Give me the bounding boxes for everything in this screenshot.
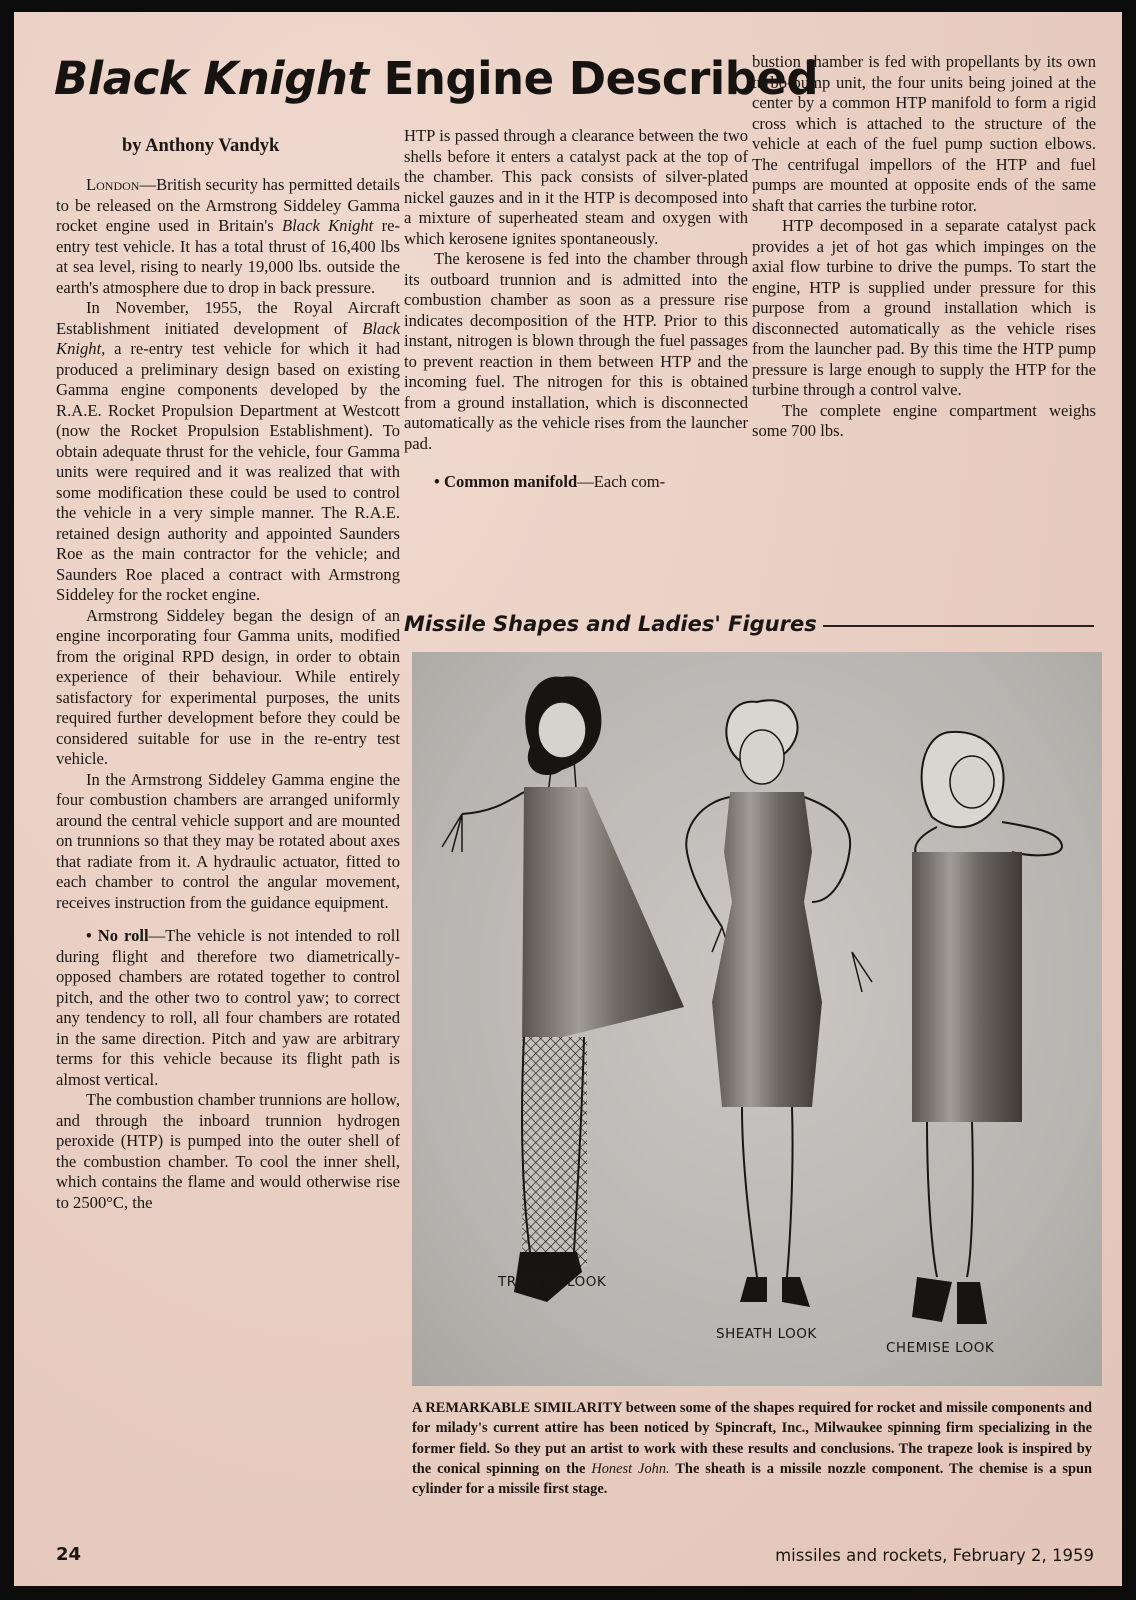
paragraph bbox=[56, 298, 400, 606]
page-number: 24 bbox=[56, 1544, 82, 1565]
text-run: —British security has permitted details to be released on the Armstrong Siddeley Gamma rocket engine used in Britain's bbox=[56, 175, 400, 235]
text-run: —Each com- bbox=[577, 472, 666, 491]
trapeze-figure bbox=[442, 676, 684, 1302]
paragraph: The complete engine compartment weighs some 700 lbs. bbox=[752, 400, 1096, 440]
caption-italic: Honest John. bbox=[591, 1460, 670, 1477]
dateline: London bbox=[86, 175, 140, 194]
magazine-page bbox=[14, 12, 1122, 1586]
article-column-2 bbox=[404, 126, 748, 493]
sheath-figure bbox=[686, 700, 872, 1307]
text-run: In November, 1955, the Royal Aircraft Establishment initiated development of bbox=[56, 298, 400, 338]
illustration-photo bbox=[412, 652, 1102, 1386]
italic-run: Black Knight, bbox=[56, 318, 400, 358]
caption-text: A REMARKABLE SIMILARITY between some of the shapes required for rocket and missile components and for milady's current attire has been noticed by Spincraft, Inc., Milwaukee spinning firm specializing in the former field. So they put an artist to work with these results and conclusions. The trapeze look is inspired by the conical spinning on the bbox=[412, 1400, 1092, 1477]
paragraph: HTP is passed through a clearance between the two shells before it enters a catalyst pack at the top of the chamber. This pack consists of silver-plated nickel gauzes and in it the HTP is decomposed into a mixture of superheated steam and oxygen with which kerosene ignites spontaneously. bbox=[404, 126, 748, 248]
publication-footer: missiles and rockets, February 2, 1959 bbox=[775, 1546, 1094, 1565]
label-chemise-look: CHEMISE LOOK bbox=[886, 1340, 995, 1356]
chemise-figure bbox=[912, 732, 1062, 1324]
paragraph: HTP decomposed in a separate catalyst pack provides a jet of hot gas which impinges on the axial flow turbine to drive the pumps. To start the engine, HTP is supplied under pressure for this purpose from a ground installation which is disconnected automatically as the vehicle rises from the launcher pad. By this time the HTP pump pressure is large enough to supply the HTP for the turbine through a control valve. bbox=[752, 216, 1096, 399]
article-column-1 bbox=[56, 175, 400, 1213]
paragraph: The combustion chamber trunnions are hollow, and through the inboard trunnion hydrogen peroxide (HTP) is pumped into the outer shell of the combustion chamber. To cool the inner shell, which contains the flame and would otherwise rise to 2500°C, the bbox=[56, 1090, 400, 1212]
paragraph: In the Armstrong Siddeley Gamma engine the four combustion chambers are arranged uniformly around the central vehicle support and are mounted on trunnions so that they may be rotated about axes that radiate from it. A hydraulic actuator, fitted to each chamber to control the angular movement, receives instruction from the guidance equipment. bbox=[56, 769, 400, 912]
label-sheath-look: SHEATH LOOK bbox=[716, 1326, 817, 1342]
heading-rule bbox=[823, 625, 1094, 627]
subhead-run-in: • No roll bbox=[86, 926, 149, 945]
paragraph: The kerosene is fed into the chamber through its outboard trunnion and is admitted into the combustion chamber as soon as a pressure rise indicates decomposition of the HTP. Prior to this instant, nitrogen is blown through the fuel passages to prevent reaction in them between HTP and the incoming fuel. The nitrogen for this is obtained from a ground installation, which is disconnected automatically as the vehicle rises from the launcher pad. bbox=[404, 249, 748, 453]
paragraph: bustion chamber is fed with propellants by its own turbo-pump unit, the four units being joined at the center by a common HTP manifold to form a rigid cross which is attached to the structure of the vehicle at each of the fuel pump suction elbows. The centrifugal impellors of the HTP and fuel pumps are mounted at opposite ends of the same shaft that carries the turbine rotor. bbox=[752, 52, 1096, 215]
paragraph bbox=[404, 472, 748, 493]
article-headline bbox=[54, 52, 819, 105]
section-title: Missile Shapes and Ladies' Figures bbox=[404, 612, 817, 636]
byline: by Anthony Vandyk bbox=[122, 136, 280, 156]
paragraph bbox=[56, 175, 400, 298]
article-column-3 bbox=[752, 52, 1096, 442]
italic-run: Black Knight bbox=[282, 216, 374, 235]
caption-text: The sheath is a missile nozzle component. The chemise is a spun cylinder for a missile first stage. bbox=[412, 1460, 1093, 1498]
photo-caption bbox=[412, 1398, 1092, 1499]
label-trapeze-look: TRAPEZE LOOK bbox=[498, 1274, 607, 1290]
section-heading bbox=[404, 604, 1094, 644]
paragraph: Armstrong Siddeley began the design of an engine incorporating four Gamma units, modified from the original RPD design, in order to obtain experience of their behaviour. While entirely satisfactory for experimental purposes, the units required further development before they could be considered suitable for use in the re-entry test vehicle. bbox=[56, 605, 400, 768]
text-run: —The vehicle is not intended to roll during flight and therefore two diametrically-opposed chambers are rotated together to control pitch, and the other two to control yaw; to correct any tendency to roll, all four chambers are rotated in the same direction. Pitch and yaw are arbitrary terms for this vehicle because its flight path is almost vertical. bbox=[56, 926, 400, 1089]
subhead-run-in: • Common manifold bbox=[434, 472, 578, 491]
text-run: re-entry test vehicle. It has a total thrust of 16,400 lbs at sea level, rising to nearly 19,000 lbs. outside the earth's atmosphere due to drop in back pressure. bbox=[56, 216, 400, 297]
paragraph bbox=[56, 926, 400, 1090]
headline-rest: Engine Described bbox=[368, 52, 819, 105]
headline-italic-part: Black Knight bbox=[54, 52, 369, 105]
text-run: a re-entry test vehicle for which it had produced a preliminary design based on existing Gamma engine components developed by the R.A.E. Rocket Propulsion Department at Westcott (now the Rocket Propulsion Establishment). To obtain adequate thrust for the vehicle, four Gamma units were required and it was realized that with some modification these could be used to control the vehicle in a very simple manner. The R.A.E. retained design authority and appointed Saunders Roe as the main contractor for the vehicle; and Saunders Roe placed a contract with Armstrong Siddeley for the rocket engine. bbox=[56, 339, 400, 604]
